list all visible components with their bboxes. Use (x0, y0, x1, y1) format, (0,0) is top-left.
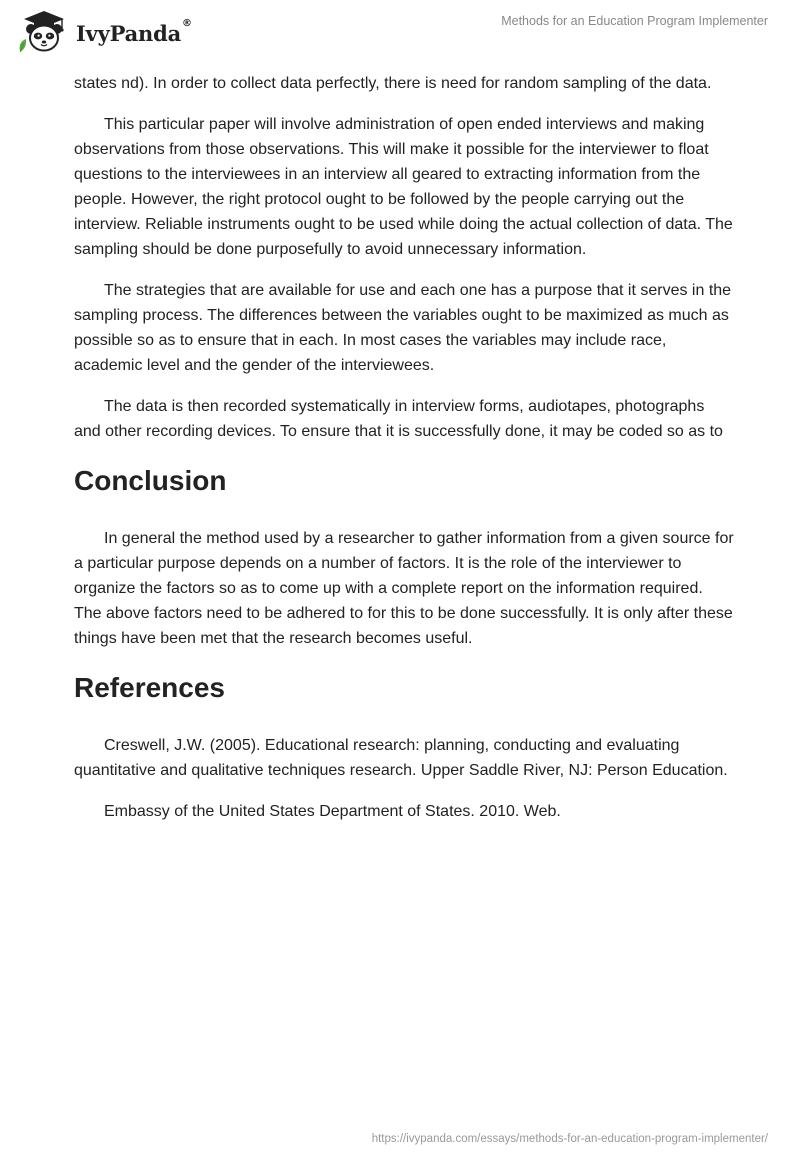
body-paragraph: states nd). In order to collect data perfectly, there is need for random sampling of the data. (74, 75, 712, 92)
conclusion-heading: Conclusion (74, 465, 227, 496)
page-header (0, 0, 800, 70)
registered-mark: ® (182, 17, 192, 29)
essay-content (74, 71, 734, 840)
document-title: Methods for an Education Program Implementer (501, 14, 768, 28)
reference-entry: Embassy of the United States Department of States. 2010. Web. (104, 803, 561, 820)
body-paragraph: The strategies that are available for use and each one has a purpose that it serves in the sampling process. The differences between the variables ought to be maximized as much as possible so as to ensure that in each. In most cases the variables may include race, academic level and the gender of the interviewees. (74, 282, 732, 374)
body-paragraph: This particular paper will involve administration of open ended interviews and making observations from those observations. This will make it possible for the interviewer to float questions to the interviewees in an interview all geared to extracting information from the people. However, the right protocol ought to be followed by the people carrying out the interview. Reliable instruments ought to be used while doing the actual collection of data. The sampling should be done purposefully to avoid unnecessary information. (74, 116, 733, 258)
body-paragraph: The data is then recorded systematically in interview forms, audiotapes, photographs and other recording devices. To ensure that it is successfully done, it may be coded so as to (74, 398, 723, 440)
panda-graduate-icon (14, 8, 72, 54)
ivypanda-logo[interactable] (14, 8, 192, 54)
source-url[interactable]: https://ivypanda.com/essays/methods-for-an-education-program-implementer/ (371, 1133, 768, 1145)
logo-wordmark: IvyPanda® (76, 17, 192, 46)
conclusion-paragraph: In general the method used by a researcher to gather information from a given source for a particular purpose depends on a number of factors. It is the role of the interviewer to organize the factors so as to come up with a complete report on the information required. The above factors need to be adhered to for this to be done successfully. It is only after these things have been met that the research becomes useful. (74, 530, 734, 647)
references-heading: References (74, 672, 225, 703)
reference-entry: Creswell, J.W. (2005). Educational research: planning, conducting and evaluating quantitative and qualitative techniques research. Upper Saddle River, NJ: Person Education. (74, 737, 728, 779)
